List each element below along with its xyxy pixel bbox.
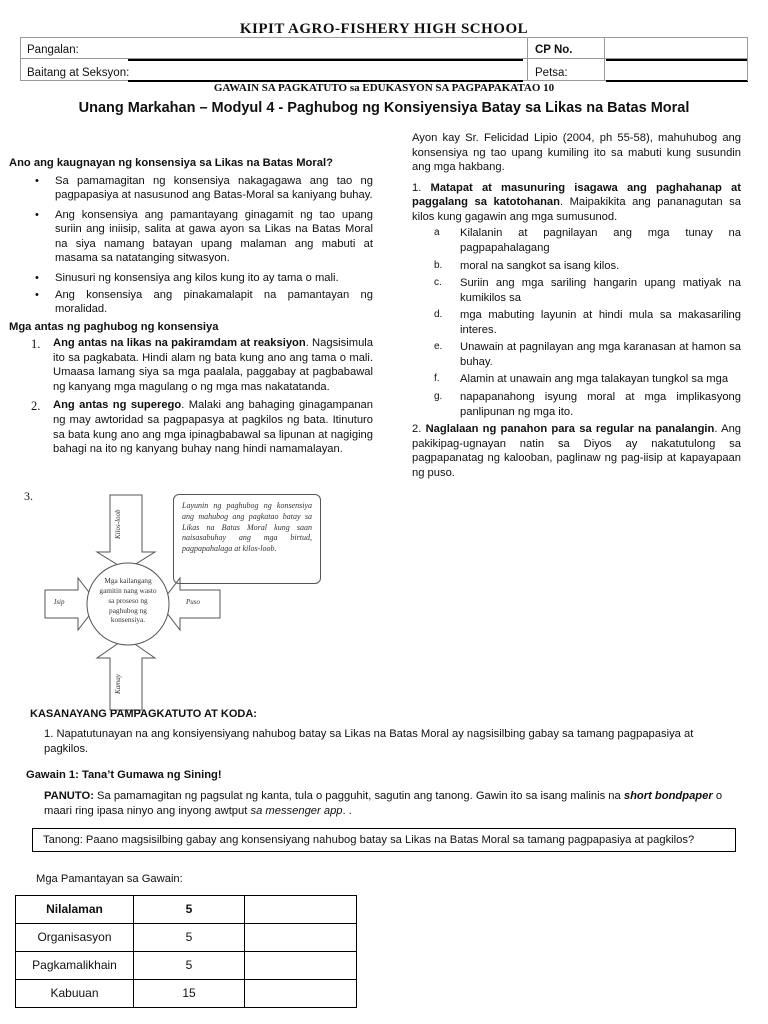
rubric-criterion: Pagkamalikhain (16, 952, 134, 980)
header-vline-mid2 (604, 37, 605, 81)
markahan-title: Unang Markahan – Modyul 4 - Paghubog ng Konsiyensiya Batay sa Likas na Batas Moral (78, 100, 690, 116)
header-vline-right (747, 37, 748, 81)
rubric-points: 5 (134, 952, 245, 980)
rubric-points: 5 (134, 896, 245, 924)
rubric-criterion: Nilalaman (16, 896, 134, 924)
pangalan-underline (128, 59, 523, 61)
bullet-item: • Ang konsensiya ang pinakamalapit na pamantayan ng moralidad. (35, 288, 373, 316)
step-1-item: d. mga mabuting layunin at hindi mula sa makasariling interes. (434, 309, 741, 336)
step-1-item: a Kilalanin at pagnilayan ang mga tunay na pagpapahalagang (434, 227, 741, 254)
rubric-table (15, 895, 357, 1008)
table-row (16, 924, 357, 952)
antas-item-2: 2. Ang antas ng superego. Malaki ang bahaging ginagampanan ng may awtoridad sa pagpapasya at pagkilos ng bata. Itinuturo sa bata kung ano ang mga ipinagbabawal sa lipunan at nagiging bahagi na ito ng kanyang buhay nang hindi namamalayan. (31, 399, 373, 456)
right-column (412, 131, 741, 480)
left-column (9, 156, 373, 461)
panuto: PANUTO: Sa pamamagitan ng pagsulat ng kanta, tula o pagguhit, sagutin ang tanong. Gawin ito sa isang malinis na short bondpaper o maari ring ipasa ninyo ang inyong awtput sa messenger app. . (44, 790, 723, 817)
kamay-label: Kamay (114, 674, 122, 694)
baitang-label: Baitang at Seksyon: (27, 67, 130, 79)
cp-underline (606, 59, 748, 61)
antas-item-1: 1. Ang antas na likas na pakiramdam at reaksiyon. Nagsisimula ito sa pagkabata. Hindi alam ng bata kung ano ang tama o mali. Umaasa lamang siya sa mga paalala, paggabay at pagbabawal ng kanyang mga magulang o ng mga mas nakatatanda. (31, 337, 373, 393)
rubric-score-cell[interactable] (245, 896, 357, 924)
kasanayan-text: 1. Napatutunayan na ang konsiyensiyang nahubog batay sa Likas na Batas Moral ay nagsisilbing gabay sa tamang pagpapasiya at pagkilos. (44, 728, 694, 755)
petsa-label: Petsa: (535, 67, 568, 79)
pamantayan-heading: Mga Pamantayan sa Gawain: (36, 873, 183, 885)
tanong-box (32, 828, 736, 852)
kasanayan-heading: KASANAYANG PAMPAGKATUTO AT KODA: (30, 708, 257, 720)
header-vline-mid (527, 37, 528, 81)
rubric-score-cell[interactable] (245, 924, 357, 952)
school-name: KIPIT AGRO-FISHERY HIGH SCHOOL (239, 21, 529, 37)
isip-label: Isip (54, 598, 65, 606)
rubric-points: 5 (134, 924, 245, 952)
gawain-title: GAWAIN SA PAGKATUTO sa EDUKASYON SA PAGPAPAKATAO 10 (213, 82, 555, 94)
gawain-1-title: Gawain 1: Tana’t Gumawa ng Sining! (26, 769, 222, 781)
step-1-item: e. Unawain at pagnilayan ang mga karanasan at hamon sa buhay. (434, 341, 741, 368)
rubric-score-cell[interactable] (245, 980, 357, 1008)
layunin-box: Layunin ng paghubog ng konsensiya ang mahubog ang pagkatao batay sa Likas na Batas Moral kung saan naisasabuhay ang mga birtud, pagpapahalaga at kilos-loob. (173, 494, 321, 584)
pangalan-label: Pangalan: (27, 44, 79, 56)
center-circle-text: Mga kailangang gamitin nang wasto sa proseso ng paghubog ng konsensiya. (99, 576, 157, 625)
table-row (16, 896, 357, 924)
step-1-item: b. moral na sangkot sa isang kilos. (434, 259, 620, 272)
step-1-item: g. napapanahong isyung moral at mga implikasyong panlipunan ng mga ito. (434, 391, 741, 418)
konsensiya-diagram (40, 490, 370, 715)
antas-item-3-number: 3. (24, 489, 33, 503)
cp-label: CP No. (535, 44, 573, 56)
lipio-intro: Ayon kay Sr. Felicidad Lipio (2004, ph 55-58), mahuhubog ang konsensiya ng tao upang kumiling ito sa mabuti kung susundin ang mga hakbang. (412, 132, 741, 174)
rubric-criterion: Kabuuan (16, 980, 134, 1008)
puso-label: Puso (186, 598, 200, 606)
step-1: 1. Matapat at masunuring isagawa ang paghahanap at paggalang sa katotohanan. Maipakikita ang pananagutan sa kilos kung gagawin ang mga sumusunod. (412, 181, 741, 223)
table-row (16, 980, 357, 1008)
step-2: 2. Naglalaan ng panahon para sa regular na panalangin. Ang pakikipag-ugnayan natin sa Diyos ay nakatutulong sa pagpapanatag ng kalooban, paglinaw ng pag-iisip at kapayapaan ng puso. (412, 423, 742, 479)
bullet-item: • Ang konsensiya ang pamantayang ginagamit ng tao upang suriin ang iniisip, salita at gawa ayon sa Likas na Batas Moral na siya namang batayan upang malaman ang mabuti at masama sa natatanging sitwasyon. (35, 208, 373, 265)
step-1-item: c. Suriin ang mga sariling hangarin upang matiyak na kumikilos sa (434, 277, 741, 304)
table-row (16, 952, 357, 980)
antas-heading: Mga antas ng paghubog ng konsensiya (9, 320, 219, 333)
tanong-text: Tanong: Paano magsisilbing gabay ang konsensiyang nahubog batay sa Likas na Batas Moral sa tamang pagpapasiya at pagkilos? (43, 834, 695, 846)
step-1-item: f. Alamin at unawain ang mga talakayan tungkol sa mga (434, 373, 729, 386)
bullet-item: • Sa pamamagitan ng konsensiya nakagagawa ang tao ng pagpapasiya at nasusunod ang Batas-Moral sa kaniyang buhay. (35, 174, 373, 202)
question-heading: Ano ang kaugnayan ng konsensiya sa Likas na Batas Moral? (9, 157, 333, 169)
rubric-points: 15 (134, 980, 245, 1008)
rubric-score-cell[interactable] (245, 952, 357, 980)
header-rule-top (20, 37, 748, 38)
bullet-item: • Sinusuri ng konsensiya ang kilos kung ito ay tama o mali. (35, 271, 339, 284)
kilos-loob-label: Kilos-loob (114, 509, 122, 539)
rubric-criterion: Organisasyon (16, 924, 134, 952)
header-vline-left (20, 37, 21, 81)
